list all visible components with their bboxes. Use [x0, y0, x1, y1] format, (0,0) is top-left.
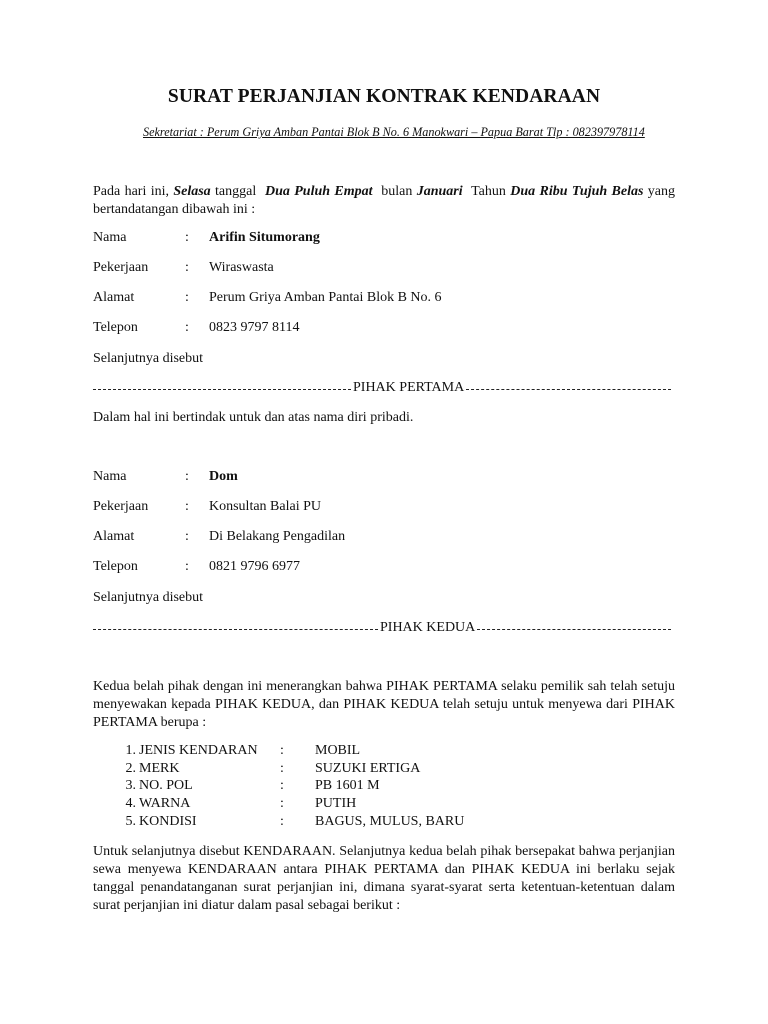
opening-day: Selasa: [173, 184, 211, 199]
party2-phone: 0821 9796 6977: [209, 559, 300, 574]
item-key: NO. POL: [139, 778, 193, 793]
item-number: 1.: [125, 743, 136, 758]
party2-referred-text: Selanjutnya disebut: [93, 590, 204, 605]
party1-job-colon: :: [185, 260, 189, 275]
agreement-paragraph: Kedua belah pihak dengan ini menerangkan bahwa PIHAK PERTAMA selaku pemilik sah telah setuju menyewakan kepada PIHAK KEDUA, dan PIHAK KEDUA telah setuju untuk menyewa dari PIHAK PERTAMA berupa :: [93, 679, 675, 730]
party1-phone-colon: :: [185, 320, 189, 335]
item-key: MERK: [139, 761, 180, 776]
party1-phone: 0823 9797 8114: [209, 320, 300, 335]
item-value: SUZUKI ERTIGA: [315, 761, 421, 776]
item-key: WARNA: [139, 796, 191, 811]
closing-paragraph: Untuk selanjutnya disebut KENDARAAN. Selanjutnya kedua belah pihak bersepakat bahwa perjanjian sewa menyewa KENDARAAN antara PIHAK PERTAMA dan PIHAK KEDUA ini berlaku sejak tanggal penandatanganan surat perjanjian ini, dimana syarat-syarat serta ketentuan-ketentuan dalam surat perjanjian ini diatur dalam pasal sebagai berikut :: [93, 844, 675, 913]
vehicle-item: [0, 814, 768, 832]
separator-dash-right: [477, 629, 671, 630]
item-colon: :: [280, 743, 284, 758]
party1-name: Arifin Situmorang: [209, 230, 320, 245]
opening-paragraph: [93, 183, 675, 219]
item-value: BAGUS, MULUS, BARU: [315, 814, 465, 829]
item-key: JENIS KENDARAN: [139, 743, 258, 758]
party1-label: PIHAK PERTAMA: [353, 380, 465, 395]
item-number: 2.: [125, 761, 136, 776]
party1-note: Dalam hal ini bertindak untuk dan atas nama diri pribadi.: [93, 410, 414, 425]
party1-address-colon: :: [185, 290, 189, 305]
party2-job-label: Pekerjaan: [93, 499, 149, 514]
party2-address-label: Alamat: [93, 529, 135, 544]
party1-job-label: Pekerjaan: [93, 260, 149, 275]
item-colon: :: [280, 761, 284, 776]
item-colon: :: [280, 796, 284, 811]
item-colon: :: [280, 814, 284, 829]
party2-name-label: Nama: [93, 469, 127, 484]
party2-phone-label: Telepon: [93, 559, 138, 574]
document-title: SURAT PERJANJIAN KONTRAK KENDARAAN: [167, 86, 601, 107]
party2-address: Di Belakang Pengadilan: [209, 529, 346, 544]
party2-phone-colon: :: [185, 559, 189, 574]
separator-dash-left: [93, 389, 351, 390]
party2-name: Dom: [209, 469, 238, 484]
opening-date: Dua Puluh Empat: [264, 184, 373, 199]
opening-pre: Pada hari ini,: [93, 184, 169, 199]
party1-address: Perum Griya Amban Pantai Blok B No. 6: [209, 290, 442, 305]
opening-t3: Tahun: [471, 184, 506, 199]
separator-dash-right: [466, 389, 671, 390]
party2-label: PIHAK KEDUA: [380, 620, 476, 635]
party1-separator: [93, 379, 671, 397]
opening-year: Dua Ribu Tujuh Belas: [510, 184, 644, 199]
vehicle-item: [0, 778, 768, 796]
party1-name-colon: :: [185, 230, 189, 245]
opening-post: yang bertandatangan dibawah ini :: [93, 184, 675, 217]
party1-address-label: Alamat: [93, 290, 135, 305]
item-number: 4.: [125, 796, 136, 811]
item-value: PB 1601 M: [315, 778, 380, 793]
vehicle-item: [0, 743, 768, 761]
party2-address-colon: :: [185, 529, 189, 544]
party2-job: Konsultan Balai PU: [209, 499, 321, 514]
vehicle-item: [0, 761, 768, 779]
party1-name-label: Nama: [93, 230, 127, 245]
opening-t2: bulan: [381, 184, 413, 199]
party2-name-colon: :: [185, 469, 189, 484]
party1-phone-label: Telepon: [93, 320, 138, 335]
party2-separator: [93, 619, 671, 637]
party2-job-colon: :: [185, 499, 189, 514]
item-number: 3.: [125, 778, 136, 793]
party1-job: Wiraswasta: [209, 260, 274, 275]
item-colon: :: [280, 778, 284, 793]
party1-referred-text: Selanjutnya disebut: [93, 351, 204, 366]
item-value: MOBIL: [315, 743, 361, 758]
item-number: 5.: [125, 814, 136, 829]
secretariat-line: Sekretariat : Perum Griya Amban Pantai Blok B No. 6 Manokwari – Papua Barat Tlp : 082397978114: [143, 125, 645, 139]
vehicle-item: [0, 796, 768, 814]
item-key: KONDISI: [139, 814, 197, 829]
separator-dash-left: [93, 629, 378, 630]
opening-month: Januari: [416, 184, 463, 199]
item-value: PUTIH: [315, 796, 357, 811]
opening-t1: tanggal: [215, 184, 257, 199]
